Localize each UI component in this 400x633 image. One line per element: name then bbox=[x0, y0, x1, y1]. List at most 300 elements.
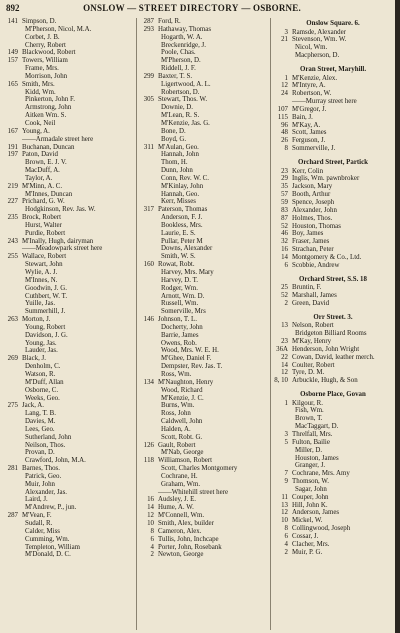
house-number: 25 bbox=[281, 284, 288, 292]
resident-name: Nicol, Wm. bbox=[295, 44, 328, 52]
directory-entry bbox=[140, 42, 268, 50]
directory-entry bbox=[4, 504, 132, 512]
resident-name: Johnson, T. L. bbox=[158, 316, 197, 324]
house-number: 146 bbox=[143, 316, 154, 324]
resident-name: Patrick, Geo. bbox=[25, 472, 62, 480]
directory-entry bbox=[4, 410, 132, 418]
resident-name: Paton, David bbox=[22, 151, 58, 159]
resident-name: Alexander, Jas. bbox=[25, 488, 68, 496]
resident-name: Henderson, John Wright bbox=[292, 345, 360, 353]
directory-entry bbox=[140, 528, 268, 536]
directory-entry bbox=[274, 82, 392, 90]
house-number: 235 bbox=[7, 214, 18, 222]
resident-name: Hathaway, Thomas bbox=[158, 25, 212, 33]
cross-street-marker: ——Murray street here bbox=[292, 98, 357, 106]
directory-entry bbox=[4, 144, 132, 152]
directory-entry bbox=[4, 300, 132, 308]
directory-entry bbox=[274, 75, 392, 83]
resident-name: M'Nab, George bbox=[161, 449, 204, 457]
street-heading: Osborne Place, Govan bbox=[300, 391, 366, 399]
directory-entry bbox=[4, 449, 132, 457]
resident-name: Bruntin, F. bbox=[292, 284, 322, 292]
resident-name: Taylor, A. bbox=[25, 174, 53, 182]
directory-entry bbox=[140, 442, 268, 450]
resident-name: Miller, D. bbox=[295, 446, 323, 454]
directory-entry bbox=[140, 316, 268, 324]
resident-name: Breckenridge, J. bbox=[161, 41, 206, 49]
resident-name: Weeks, Geo. bbox=[25, 394, 60, 402]
resident-name: Cossar, J. bbox=[292, 532, 319, 540]
resident-name: Young, Jas. bbox=[25, 339, 57, 347]
directory-entry bbox=[274, 462, 392, 470]
directory-entry bbox=[4, 347, 132, 355]
resident-name: Audsley, J. E. bbox=[158, 496, 197, 504]
resident-name: Ford, R. bbox=[158, 18, 181, 25]
directory-entry bbox=[4, 544, 132, 552]
directory-entry bbox=[4, 465, 132, 473]
resident-name: Kerr, Misses bbox=[161, 198, 196, 206]
directory-entry bbox=[140, 112, 268, 120]
directory-entry bbox=[274, 175, 392, 183]
resident-name: Davidson, J. G. bbox=[25, 331, 68, 339]
resident-name: Coulter, Robert bbox=[292, 361, 335, 369]
resident-name: Frame, Mrs. bbox=[25, 65, 59, 73]
directory-entry bbox=[140, 222, 268, 230]
resident-name: Arbuckle, Hugh, & Son bbox=[292, 377, 358, 385]
house-number: 10 bbox=[147, 520, 154, 527]
directory-entry bbox=[4, 96, 132, 104]
resident-name: M'Aulan, Geo. bbox=[158, 143, 199, 151]
house-number: 29 bbox=[281, 175, 288, 183]
directory-entry bbox=[274, 191, 392, 199]
directory-entry bbox=[4, 512, 132, 520]
directory-entry bbox=[140, 332, 268, 340]
street-heading: Onslow Square. 6. bbox=[306, 20, 360, 27]
house-number: 311 bbox=[143, 143, 154, 151]
house-number: 12 bbox=[281, 82, 288, 90]
directory-entry bbox=[140, 285, 268, 293]
cross-street-marker: ——Meadowpark street here bbox=[22, 245, 103, 253]
directory-entry bbox=[274, 223, 392, 231]
street-heading: Orchard Street, Partick bbox=[298, 159, 368, 166]
directory-entry bbox=[274, 509, 392, 517]
house-number: 11 bbox=[281, 493, 288, 501]
resident-name: M'Pherson, D. bbox=[161, 57, 201, 65]
resident-name: Morton, J. bbox=[22, 316, 51, 324]
house-number: 13 bbox=[281, 322, 288, 330]
directory-entry bbox=[140, 26, 268, 34]
directory-entry bbox=[274, 517, 392, 525]
directory-entry bbox=[274, 230, 392, 238]
house-number: 23 bbox=[281, 337, 288, 345]
directory-entry bbox=[140, 371, 268, 379]
house-number: 157 bbox=[7, 57, 18, 65]
resident-name: M'Innes, N. bbox=[25, 276, 58, 284]
resident-name: Dempster, Rev. Jas. T. bbox=[161, 363, 223, 371]
directory-entry bbox=[140, 544, 268, 552]
resident-name: Stewart, Thos. W. bbox=[158, 96, 208, 104]
resident-name: Bookless, Mrs. bbox=[161, 221, 203, 229]
resident-name: Bain, J. bbox=[292, 113, 313, 121]
resident-name: Harvey, Mrs. Mary bbox=[161, 269, 214, 276]
directory-entry bbox=[140, 410, 268, 418]
street-heading: Orr Street. 3. bbox=[313, 313, 353, 321]
house-number: 35 bbox=[281, 183, 288, 191]
directory-entry bbox=[140, 504, 268, 512]
directory-entry bbox=[140, 120, 268, 128]
directory-entry bbox=[140, 261, 268, 269]
resident-name: Smith, W. S. bbox=[161, 253, 196, 261]
house-number: 115 bbox=[277, 113, 288, 121]
directory-entry bbox=[274, 362, 392, 370]
resident-name: Aitken Wm. S. bbox=[25, 112, 67, 120]
directory-entry bbox=[4, 222, 132, 230]
directory-entry bbox=[4, 285, 132, 293]
directory-entry bbox=[4, 277, 132, 285]
resident-name: Brock, Robert bbox=[22, 214, 62, 222]
directory-entry bbox=[274, 262, 392, 270]
resident-name: Hannah, John bbox=[161, 151, 199, 159]
directory-entry bbox=[140, 183, 268, 191]
resident-name: Scott, James bbox=[292, 129, 327, 137]
directory-entry bbox=[4, 371, 132, 379]
house-number: 46 bbox=[281, 230, 288, 238]
resident-name: Osborne, C. bbox=[25, 386, 59, 394]
house-number: 243 bbox=[7, 237, 18, 245]
resident-name: Porter, John, Rosebank bbox=[158, 543, 222, 551]
directory-entry bbox=[274, 44, 392, 52]
resident-name: Ferguson, J. bbox=[292, 137, 326, 145]
header-next-street: OSBORNE bbox=[253, 3, 299, 13]
page-number: 892 bbox=[6, 3, 20, 13]
directory-entry bbox=[274, 502, 392, 510]
house-number: 7 bbox=[284, 470, 288, 478]
resident-name: MacTaggart, D. bbox=[295, 423, 339, 431]
street-heading: Oran Street, Maryhill. bbox=[299, 65, 367, 73]
house-number: 14 bbox=[281, 253, 288, 261]
directory-entry bbox=[274, 52, 392, 60]
resident-name: Yuille, Jas. bbox=[25, 300, 56, 308]
resident-name: Poole, Chas. bbox=[161, 49, 196, 57]
resident-name: Arnott, Wm. D. bbox=[161, 292, 205, 300]
house-number: 149 bbox=[7, 49, 18, 57]
house-number: 263 bbox=[7, 316, 18, 324]
resident-name: Laird, J. bbox=[25, 496, 48, 504]
house-number: 118 bbox=[143, 457, 154, 465]
directory-entry bbox=[4, 261, 132, 269]
resident-name: Sutherland, John bbox=[25, 433, 72, 441]
directory-entry bbox=[274, 145, 392, 153]
directory-entry bbox=[140, 355, 268, 363]
directory-entry bbox=[140, 300, 268, 308]
directory-entry bbox=[4, 65, 132, 73]
house-number: 317 bbox=[143, 206, 154, 214]
house-number: 14 bbox=[281, 361, 288, 369]
resident-name: Scott, Robt. G. bbox=[161, 433, 203, 441]
directory-entry bbox=[4, 191, 132, 199]
resident-name: Pinkerton, John F. bbox=[25, 96, 75, 104]
house-number: 8 bbox=[284, 145, 288, 153]
resident-name: Booth, Arthur bbox=[292, 191, 331, 199]
house-number: 293 bbox=[143, 25, 154, 33]
resident-name: Muir, John bbox=[25, 480, 55, 488]
house-number: 83 bbox=[281, 206, 288, 214]
directory-entry bbox=[140, 465, 268, 473]
resident-name: Marshall, James bbox=[292, 292, 337, 299]
directory-entry bbox=[274, 106, 392, 114]
directory-entry bbox=[140, 136, 268, 144]
house-number: 2 bbox=[284, 548, 288, 556]
house-number: 1 bbox=[284, 399, 288, 407]
resident-name: Hannah, Geo. bbox=[161, 190, 200, 198]
resident-name: M'Gregor, J. bbox=[292, 105, 327, 113]
house-number: 299 bbox=[143, 72, 154, 80]
house-number: 5 bbox=[284, 438, 288, 446]
directory-entry bbox=[140, 402, 268, 410]
house-number: 2 bbox=[284, 299, 288, 307]
resident-name: M'Andrew, P., jun. bbox=[25, 504, 77, 512]
resident-name: Strachan, Peter bbox=[292, 246, 334, 254]
directory-entry bbox=[4, 293, 132, 301]
resident-name: Boy, James bbox=[292, 230, 324, 238]
resident-name: Halden, A. bbox=[161, 425, 191, 433]
resident-name: Fraser, James bbox=[292, 238, 330, 246]
resident-name: Mickel, W. bbox=[292, 517, 323, 525]
cross-street-label: Meadowpark street here bbox=[35, 245, 103, 253]
house-number: 23 bbox=[281, 167, 288, 175]
resident-name: Cumming, Wm. bbox=[25, 535, 70, 543]
house-number: 8 bbox=[150, 527, 154, 535]
directory-entry bbox=[274, 215, 392, 223]
directory-entry bbox=[4, 426, 132, 434]
directory-entry bbox=[274, 207, 392, 215]
resident-name: Gault, Robert bbox=[158, 441, 196, 449]
house-number: 3 bbox=[284, 431, 288, 438]
resident-name: Corbet, J. B. bbox=[25, 33, 60, 41]
directory-entry bbox=[140, 512, 268, 520]
resident-name: Blackwood, Robert bbox=[22, 49, 76, 57]
directory-entry bbox=[4, 89, 132, 97]
directory-entry bbox=[274, 470, 392, 478]
house-number: 107 bbox=[277, 105, 288, 113]
house-number: 165 bbox=[7, 80, 18, 88]
resident-name: Cook, Neil bbox=[25, 119, 56, 127]
directory-entry bbox=[274, 199, 392, 207]
directory-entry bbox=[140, 238, 268, 246]
resident-name: Young, Robert bbox=[25, 323, 66, 331]
resident-name: Bone, D. bbox=[161, 127, 186, 135]
directory-entry bbox=[274, 137, 392, 145]
house-number: 13 bbox=[281, 501, 288, 509]
directory-entry bbox=[140, 387, 268, 395]
running-header bbox=[6, 3, 378, 16]
directory-entry bbox=[4, 332, 132, 340]
directory-entry bbox=[274, 407, 392, 415]
directory-entry bbox=[274, 354, 392, 362]
house-number: 6 bbox=[150, 535, 154, 543]
resident-name: Watson, R. bbox=[25, 370, 56, 378]
house-number: 12 bbox=[147, 512, 154, 520]
resident-name: Summerhill, J. bbox=[25, 308, 66, 316]
directory-entry bbox=[140, 347, 268, 355]
resident-name: M'Duff, Allan bbox=[25, 378, 64, 386]
house-number: 48 bbox=[281, 129, 288, 137]
house-number: 52 bbox=[281, 222, 288, 230]
resident-name: Downs, Alexander bbox=[161, 245, 213, 253]
section-gap bbox=[274, 557, 392, 561]
directory-entry bbox=[274, 90, 392, 98]
cross-street-marker: ——Armadale street here bbox=[22, 135, 94, 143]
resident-name: Downie, D. bbox=[161, 104, 193, 112]
directory-entry bbox=[4, 112, 132, 120]
resident-name: M'Kenzie, J. C. bbox=[161, 394, 204, 402]
resident-name: M'Vean, F. bbox=[22, 512, 52, 520]
directory-entry bbox=[140, 191, 268, 199]
house-number: 12 bbox=[281, 509, 288, 517]
resident-name: Bridgeton Billiard Rooms bbox=[295, 330, 367, 338]
house-number: 281 bbox=[7, 465, 18, 473]
resident-name: MacDuff, A. bbox=[25, 167, 60, 175]
directory-column-3 bbox=[270, 18, 392, 630]
resident-name: Sommerville, J. bbox=[292, 145, 336, 153]
resident-name: Nelson, Robert bbox=[292, 322, 334, 330]
resident-name: Clacher, Mrs. bbox=[292, 540, 330, 548]
house-number: 287 bbox=[143, 18, 154, 25]
cross-street-marker: ——Whitehill street here bbox=[158, 488, 229, 496]
resident-name: M'Naughton, Henry bbox=[158, 378, 214, 386]
directory-entry bbox=[4, 183, 132, 191]
house-number: 227 bbox=[7, 198, 18, 206]
resident-name: Houston, Thomas bbox=[292, 222, 341, 230]
resident-name: Simpson, D. bbox=[22, 18, 57, 25]
house-number: 275 bbox=[7, 402, 18, 410]
house-number: 32 bbox=[281, 238, 288, 246]
house-number: 8 bbox=[284, 525, 288, 533]
resident-name: Anderson, F. J. bbox=[161, 214, 203, 222]
directory-entry bbox=[4, 128, 132, 136]
resident-name: Granger, J. bbox=[295, 462, 326, 470]
header-title: STREET DIRECTORY bbox=[138, 3, 239, 13]
resident-name: Neilson, Thos. bbox=[25, 441, 66, 449]
resident-name: Newton, George bbox=[158, 551, 204, 559]
resident-name: Purdie, Robert bbox=[25, 229, 66, 237]
resident-name: Robertson, W. bbox=[292, 90, 332, 98]
directory-entry bbox=[4, 73, 132, 81]
directory-entry bbox=[140, 536, 268, 544]
resident-name: Hill, John K. bbox=[292, 501, 328, 509]
resident-name: M'Inally, Hugh, dairyman bbox=[22, 237, 94, 245]
directory-entry bbox=[274, 447, 392, 455]
directory-entry bbox=[140, 269, 268, 277]
resident-name: M'Connell, Wm. bbox=[158, 512, 205, 520]
resident-name: Montgomery & Co., Ltd. bbox=[292, 253, 362, 261]
directory-entry bbox=[4, 26, 132, 34]
resident-name: Muir, P. G. bbox=[292, 548, 323, 556]
directory-entry bbox=[140, 379, 268, 387]
directory-entry bbox=[4, 402, 132, 410]
house-number: 126 bbox=[143, 441, 154, 449]
directory-entry bbox=[140, 214, 268, 222]
directory-entry bbox=[4, 253, 132, 261]
resident-name: Sagar, John bbox=[295, 485, 327, 493]
resident-name: Ross, Wm. bbox=[161, 370, 192, 378]
resident-name: Jackson, Mary bbox=[292, 183, 333, 191]
resident-name: Kerr, Colin bbox=[292, 167, 324, 175]
directory-entry bbox=[4, 120, 132, 128]
resident-name: Brown, T. bbox=[295, 415, 323, 423]
directory-entry bbox=[274, 29, 392, 37]
resident-name: M'Intyre, A. bbox=[292, 82, 326, 90]
directory-entry bbox=[4, 363, 132, 371]
resident-name: Crawford, John, M.A. bbox=[25, 457, 86, 465]
directory-entry bbox=[274, 541, 392, 549]
directory-entry bbox=[274, 168, 392, 176]
resident-name: Paterson, Thomas bbox=[158, 206, 208, 214]
directory-entry bbox=[4, 457, 132, 465]
directory-entry bbox=[4, 551, 132, 559]
house-number: 167 bbox=[7, 127, 18, 135]
resident-name: Somerville, Mrs bbox=[161, 308, 206, 316]
house-number: 6 bbox=[284, 532, 288, 540]
house-number: 197 bbox=[7, 151, 18, 159]
resident-name: Robertson, D. bbox=[161, 88, 200, 96]
directory-entry bbox=[274, 129, 392, 137]
resident-name: Scott, Charles Montgomery bbox=[161, 465, 238, 473]
resident-name: Hume, A. W. bbox=[158, 504, 194, 512]
resident-name: Templeton, William bbox=[25, 543, 80, 551]
directory-entry bbox=[4, 489, 132, 497]
resident-name: Wood, Richard bbox=[161, 386, 203, 394]
resident-name: Goodwin, J. G. bbox=[25, 284, 67, 292]
resident-name: Lang, T. B. bbox=[25, 410, 56, 418]
cross-street-label: Whitehill street here bbox=[171, 488, 229, 496]
directory-entry bbox=[4, 434, 132, 442]
directory-entry bbox=[140, 57, 268, 65]
resident-name: Tyre, D. M. bbox=[292, 369, 325, 377]
directory-entry bbox=[274, 478, 392, 486]
directory-entry bbox=[274, 284, 392, 292]
directory-entry bbox=[274, 238, 392, 246]
resident-name: Cochrane, H. bbox=[161, 472, 198, 480]
house-number: 26 bbox=[281, 137, 288, 145]
directory-entry bbox=[274, 494, 392, 502]
resident-name: Boyd, G. bbox=[161, 135, 187, 143]
resident-name: Fish, Wm. bbox=[295, 407, 324, 415]
resident-name: Wylie, A. J. bbox=[25, 269, 58, 276]
directory-entry bbox=[4, 395, 132, 403]
resident-name: M'Kay, A. bbox=[292, 121, 321, 129]
resident-name: M'Innes, Duncan bbox=[25, 190, 73, 198]
resident-name: Brown, E. J. V. bbox=[25, 159, 67, 167]
directory-entry bbox=[140, 308, 268, 316]
directory-entry bbox=[140, 159, 268, 167]
house-number: 9 bbox=[284, 478, 288, 486]
resident-name: M'Minn, A. C. bbox=[22, 182, 63, 190]
resident-name: Hogarth, W. A. bbox=[161, 33, 203, 41]
resident-name: Barnes, Thos. bbox=[22, 465, 60, 473]
resident-name: Rowat, Robt. bbox=[158, 261, 195, 269]
directory-entry bbox=[274, 346, 392, 354]
resident-name: Lees, Geo. bbox=[25, 425, 55, 433]
directory-entry bbox=[140, 128, 268, 136]
resident-name: Smith, Mrs. bbox=[22, 80, 55, 88]
resident-name: Davies, M. bbox=[25, 418, 56, 426]
directory-entry bbox=[140, 65, 268, 73]
house-number: 134 bbox=[143, 378, 154, 386]
directory-entry bbox=[140, 277, 268, 285]
house-number: 2 bbox=[150, 551, 154, 559]
resident-name: Couper, John bbox=[292, 493, 329, 501]
